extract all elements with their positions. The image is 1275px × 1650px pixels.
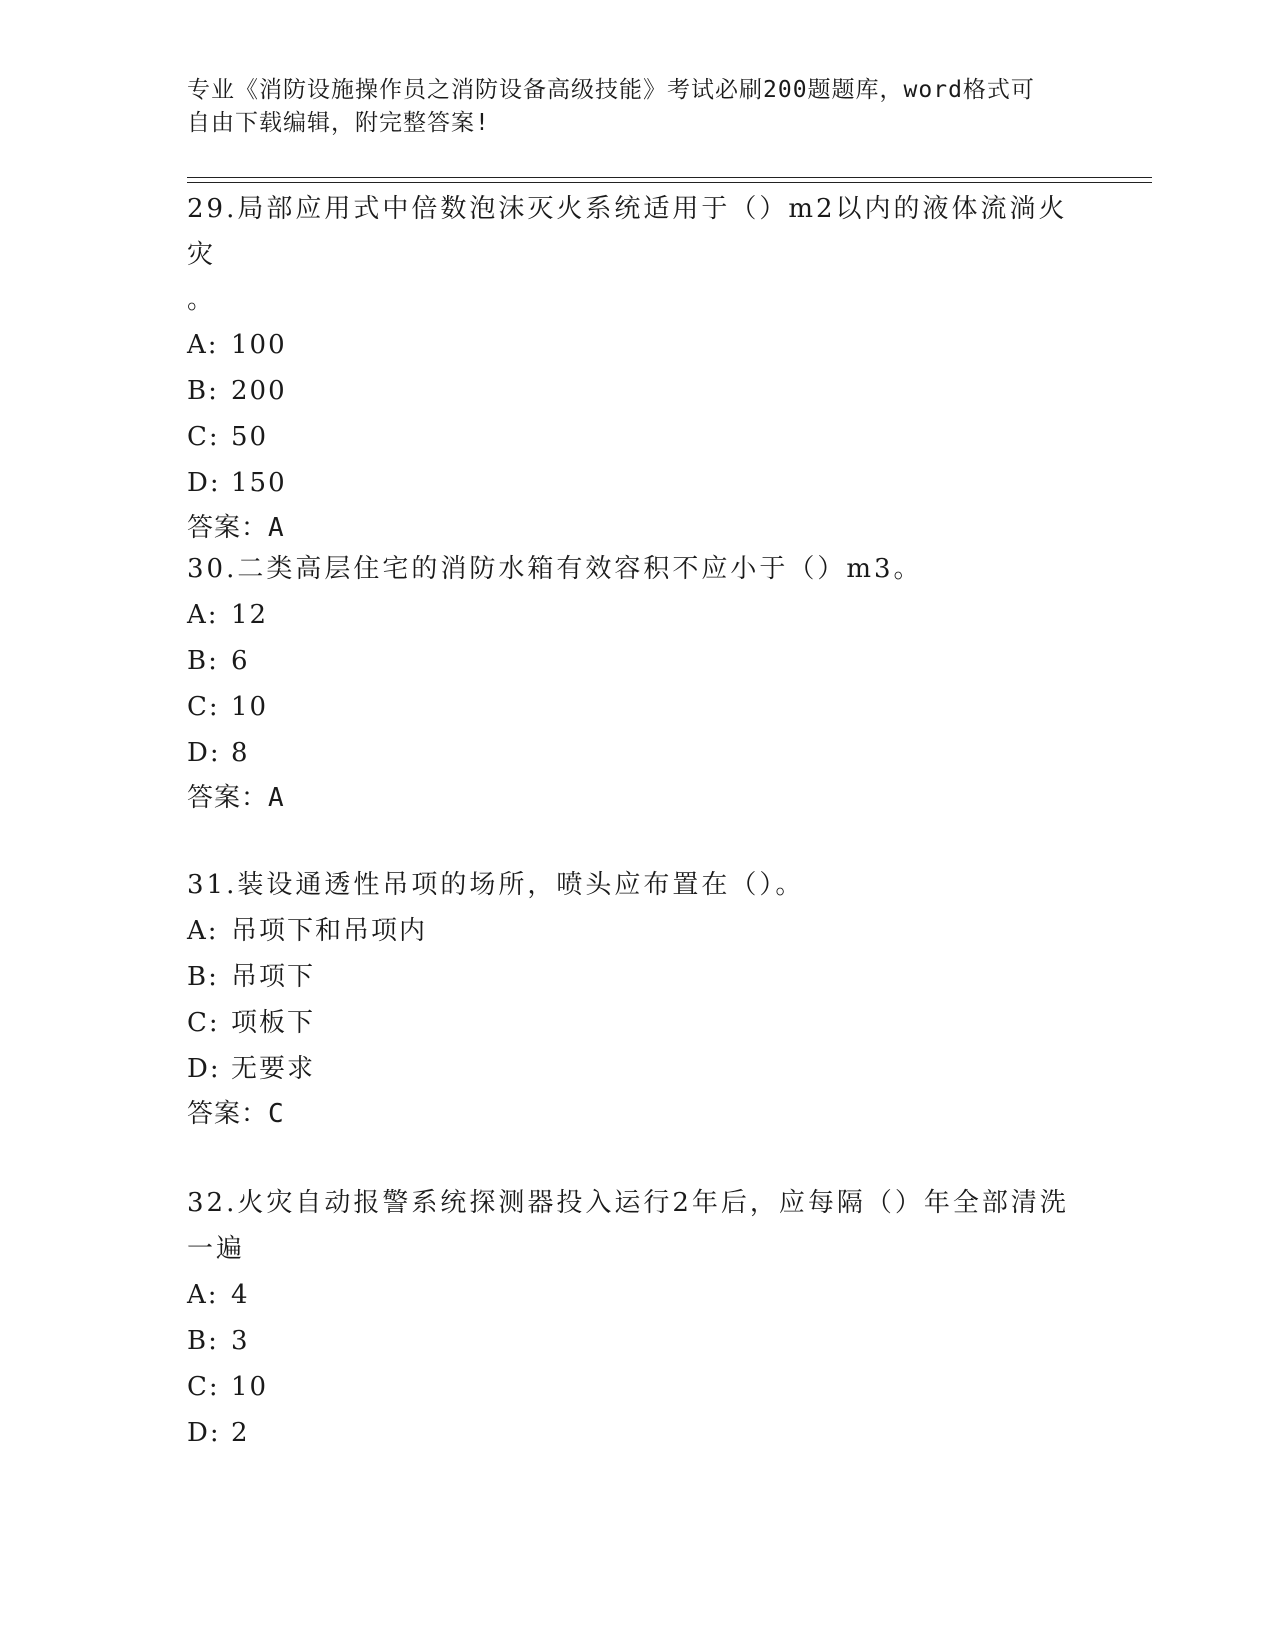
option-b <box>187 954 1087 1000</box>
option-letter: D: <box>187 1418 221 1448</box>
option-letter: B: <box>187 646 219 676</box>
document-header <box>187 74 1067 140</box>
header-line-1: 专业《消防设施操作员之消防设备高级技能》考试必刷200题题库，word格式可 <box>187 77 1035 103</box>
question-31 <box>187 862 1087 1136</box>
option-d <box>187 460 1087 506</box>
answer: 答案：A <box>187 513 285 543</box>
option-letter: D: <box>187 1054 221 1084</box>
option-text: 10 <box>231 692 269 722</box>
header-rule-bottom <box>187 182 1152 183</box>
option-a <box>187 1272 1087 1318</box>
question-29 <box>187 186 1087 550</box>
answer: 答案：C <box>187 1099 285 1129</box>
option-letter: C: <box>187 692 220 722</box>
option-letter: C: <box>187 422 220 452</box>
header-line-2: 自由下载编辑，附完整答案! <box>187 110 490 136</box>
answer: 答案：A <box>187 783 285 813</box>
option-text: 6 <box>231 646 250 676</box>
option-d <box>187 730 1087 776</box>
option-text: 4 <box>231 1280 250 1310</box>
option-text: 吊项下和吊项内 <box>231 916 428 946</box>
option-text: 3 <box>231 1326 250 1356</box>
option-letter: D: <box>187 468 221 498</box>
option-letter: B: <box>187 1326 219 1356</box>
option-text: 10 <box>231 1372 269 1402</box>
header-rule-top <box>187 177 1152 178</box>
option-c <box>187 1364 1087 1410</box>
option-c <box>187 414 1087 460</box>
option-c <box>187 1000 1087 1046</box>
option-letter: D: <box>187 738 221 768</box>
option-text: 150 <box>231 468 287 498</box>
option-letter: C: <box>187 1372 220 1402</box>
question-stem: 30.二类高层住宅的消防水箱有效容积不应小于（）m3。 <box>187 554 923 584</box>
option-letter: A: <box>187 600 219 630</box>
question-stem: 29.局部应用式中倍数泡沫灭火系统适用于（）m2以内的液体流淌火灾 <box>187 194 1068 270</box>
option-b <box>187 368 1087 414</box>
option-c <box>187 684 1087 730</box>
question-stem: 31.装设通透性吊项的场所，喷头应布置在（）。 <box>187 870 805 900</box>
question-stem-continued: 。 <box>187 285 217 315</box>
question-30 <box>187 546 1087 820</box>
option-letter: B: <box>187 376 219 406</box>
option-text: 200 <box>231 376 287 406</box>
option-a <box>187 322 1087 368</box>
option-b <box>187 638 1087 684</box>
option-text: 8 <box>231 738 250 768</box>
option-text: 2 <box>231 1418 250 1448</box>
option-letter: A: <box>187 330 219 360</box>
option-letter: A: <box>187 1280 219 1310</box>
question-stem-continued: 一遍 <box>187 1234 246 1264</box>
option-text: 50 <box>231 422 269 452</box>
option-letter: B: <box>187 962 219 992</box>
option-d <box>187 1410 1087 1456</box>
option-text: 100 <box>231 330 287 360</box>
question-stem: 32.火灾自动报警系统探测器投入运行2年后，应每隔（）年全部清洗 <box>187 1188 1069 1218</box>
option-letter: C: <box>187 1008 220 1038</box>
question-32 <box>187 1180 1087 1456</box>
option-a <box>187 908 1087 954</box>
option-text: 项板下 <box>231 1008 316 1038</box>
option-text: 吊项下 <box>231 962 316 992</box>
option-a <box>187 592 1087 638</box>
option-text: 12 <box>231 600 269 630</box>
option-text: 无要求 <box>231 1054 316 1084</box>
option-b <box>187 1318 1087 1364</box>
option-d <box>187 1046 1087 1092</box>
option-letter: A: <box>187 916 219 946</box>
